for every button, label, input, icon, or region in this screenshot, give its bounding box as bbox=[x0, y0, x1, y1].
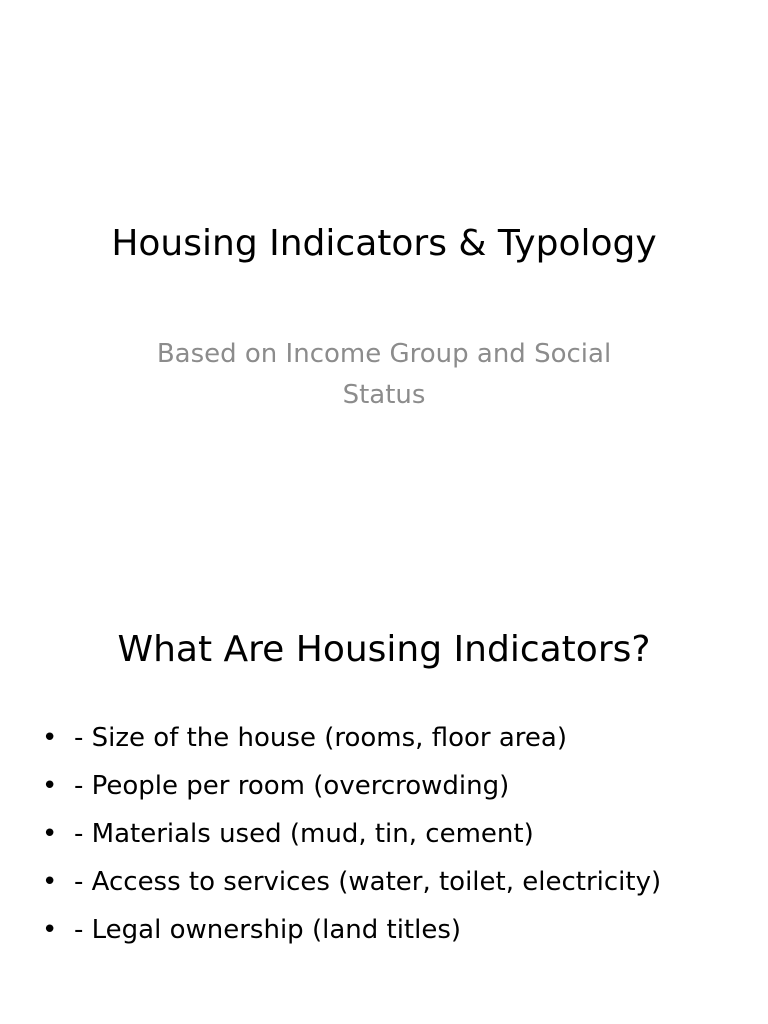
slide-heading: What Are Housing Indicators? bbox=[117, 629, 651, 670]
bullet-icon: • bbox=[42, 867, 58, 897]
bullet-item bbox=[42, 714, 742, 762]
bullet-icon: • bbox=[42, 771, 58, 801]
bullet-text: - Size of the house (rooms, floor area) bbox=[74, 723, 567, 753]
slide-subtitle: Based on Income Group and Social Status bbox=[156, 339, 612, 410]
bullet-text: - Access to services (water, toilet, electricity) bbox=[74, 867, 662, 897]
bullet-text: - People per room (overcrowding) bbox=[74, 771, 510, 801]
slide-title-heading: Housing Indicators & Typology bbox=[111, 223, 657, 264]
bullet-item bbox=[42, 906, 742, 954]
slide-housing-indicators bbox=[0, 512, 768, 1024]
bullet-list bbox=[42, 714, 742, 954]
bullet-icon: • bbox=[42, 819, 58, 849]
bullet-icon: • bbox=[42, 723, 58, 753]
bullet-icon: • bbox=[42, 915, 58, 945]
bullet-text: - Legal ownership (land titles) bbox=[74, 915, 462, 945]
bullet-item bbox=[42, 810, 742, 858]
bullet-item bbox=[42, 762, 742, 810]
bullet-item bbox=[42, 858, 742, 906]
bullet-text: - Materials used (mud, tin, cement) bbox=[74, 819, 534, 849]
